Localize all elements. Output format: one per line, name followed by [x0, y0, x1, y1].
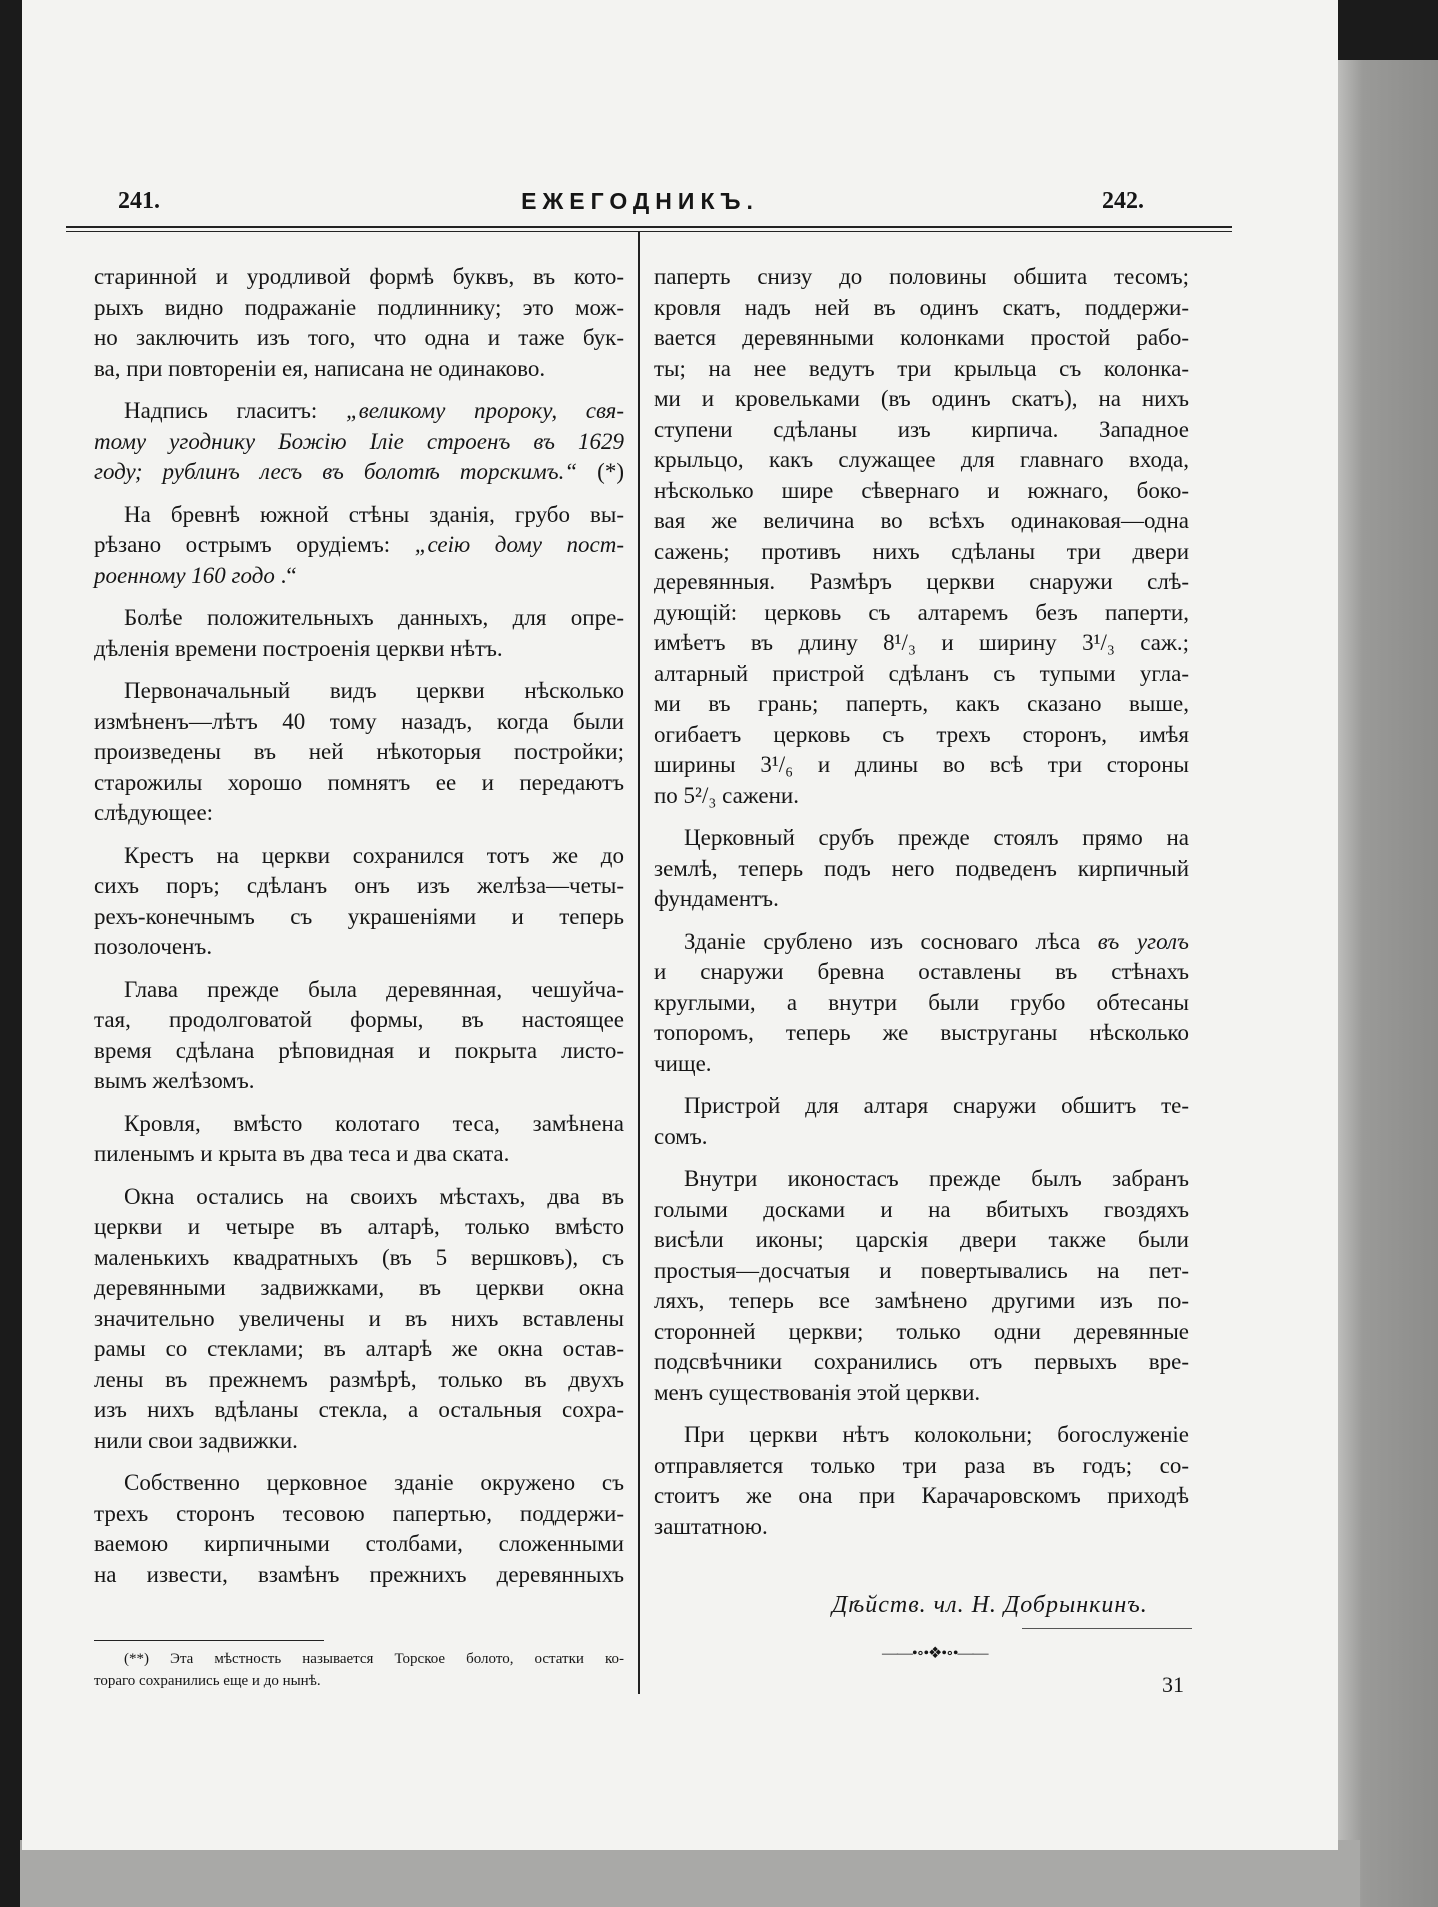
- text-line: [654, 628, 1189, 659]
- text-line: [94, 975, 624, 1006]
- text-line: [94, 1036, 624, 1067]
- text-line: [654, 1018, 1189, 1049]
- paragraph-gap: [94, 664, 624, 676]
- book-bottom-edge: [20, 1840, 1360, 1907]
- text-line: [94, 1365, 624, 1396]
- text-run: Первоначальный видъ церкви нѣсколько: [124, 678, 624, 703]
- italic-quote: тому угоднику Божію Іліе строенъ въ 1629: [94, 428, 624, 454]
- paragraph-gap: [654, 915, 1189, 927]
- italic-quote: въ уголъ: [1097, 928, 1189, 954]
- text-line: [94, 354, 624, 385]
- text-run: Собственно церковное зданіе окружено съ: [124, 1470, 624, 1495]
- text-line: [94, 1499, 624, 1530]
- scanned-page: [22, 0, 1338, 1850]
- paragraph: [94, 1468, 624, 1590]
- text-line: [94, 293, 624, 324]
- text-line: [94, 1334, 624, 1365]
- text-run: огибаетъ церковь съ трехъ сторонъ, имѣя: [654, 721, 1189, 747]
- text-line: [654, 1420, 1189, 1451]
- text-run: Церковный срубъ прежде стоялъ прямо на: [684, 825, 1189, 850]
- paragraph: [654, 262, 1189, 811]
- text-line: [654, 537, 1189, 568]
- text-line: [94, 737, 624, 768]
- text-run: При церкви нѣтъ колокольни; богослуженіе: [684, 1422, 1189, 1447]
- text-run: фундаментъ.: [654, 886, 779, 911]
- text-line: [94, 530, 624, 561]
- text-run: отправляется только три раза въ годъ; со-: [654, 1452, 1189, 1478]
- paragraph: [94, 975, 624, 1097]
- text-run: сторонней церкви; только одни деревянные: [654, 1318, 1189, 1344]
- text-run: дѣленія времени построенія церкви нѣтъ.: [94, 635, 503, 661]
- text-line: [94, 1560, 624, 1591]
- text-run: ва, при повтореніи ея, написана не одинаково.: [94, 355, 546, 381]
- text-line: [94, 1468, 624, 1499]
- text-line: [94, 841, 624, 872]
- signature-mark: 31: [1162, 1672, 1184, 1697]
- text-line: [654, 1164, 1189, 1195]
- paragraph-gap: [94, 488, 624, 500]
- text-run: ширины 3¹/₆ и длины во всѣ три стороны: [654, 752, 1189, 777]
- footnote-rule: [94, 1640, 324, 1641]
- text-line: [654, 567, 1189, 598]
- paragraph: [94, 1109, 624, 1170]
- text-line: [654, 1049, 1189, 1080]
- header-rule: [66, 226, 1232, 228]
- text-line: [654, 1481, 1189, 1512]
- text-run: измѣненъ—лѣтъ 40 тому назадъ, когда были: [94, 708, 624, 734]
- paragraph-gap: [94, 829, 624, 841]
- text-line: [654, 384, 1189, 415]
- text-run: но заключить изъ того, что одна и таже бук-: [94, 325, 624, 350]
- text-run: тая, продолговатой формы, въ настоящее: [94, 1007, 624, 1032]
- paragraph: [654, 823, 1189, 915]
- text-line: [94, 798, 624, 829]
- text-run: изъ нихъ вдѣланы стекла, а остальныя сохра-: [94, 1397, 624, 1422]
- text-run: ступени сдѣланы изъ кирпича. Западное: [654, 416, 1189, 442]
- text-line: [94, 427, 624, 458]
- paragraph: [94, 841, 624, 963]
- text-run: вается деревянными колонками простой рабо-: [654, 325, 1189, 350]
- text-run: рѣзано острымъ орудіемъ:: [94, 532, 415, 557]
- paragraph: [94, 500, 624, 592]
- text-line: [654, 988, 1189, 1019]
- text-line: [94, 1426, 624, 1457]
- italic-quote: роенному 160 годо: [94, 562, 275, 588]
- text-line: [94, 1395, 624, 1426]
- text-run: маленькихъ квадратныхъ (въ 5 вершковъ), съ: [94, 1244, 624, 1270]
- text-line: [654, 884, 1189, 915]
- text-line: [94, 262, 624, 293]
- text-line: [654, 293, 1189, 324]
- right-column: [654, 262, 1189, 1542]
- paragraph: [94, 603, 624, 664]
- text-line: [94, 603, 624, 634]
- author-signature: Дѣйств. чл. Н. Добрынкинъ.: [832, 1592, 1148, 1618]
- text-run: .“: [274, 562, 297, 588]
- text-run: Внутри иконостасъ прежде былъ забранъ: [684, 1166, 1189, 1191]
- text-line: [94, 323, 624, 354]
- text-line: [654, 354, 1189, 385]
- text-run: пиленымъ и крыта въ два теса и два ската.: [94, 1141, 510, 1166]
- page-number-right: 242.: [1102, 188, 1144, 214]
- text-run: по 5²/₃ сажени.: [654, 782, 799, 808]
- text-line: [654, 927, 1189, 958]
- paragraph-gap: [654, 1152, 1189, 1164]
- signature-rule: [1022, 1628, 1192, 1629]
- text-run: Болѣе положительныхъ данныхъ, для опре-: [124, 605, 624, 630]
- text-line: [654, 1256, 1189, 1287]
- text-line: [654, 323, 1189, 354]
- text-line: [654, 957, 1189, 988]
- text-line: [654, 659, 1189, 690]
- text-run: ты; на нее ведутъ три крыльца съ колонка-: [654, 355, 1189, 381]
- text-run: время сдѣлана рѣповидная и покрыта листо-: [94, 1037, 624, 1063]
- paragraph-gap: [654, 811, 1189, 823]
- text-line: [654, 1317, 1189, 1348]
- text-line: [654, 720, 1189, 751]
- paragraph-gap: [94, 384, 624, 396]
- text-run: значительно увеличены и въ нихъ вставлены: [94, 1305, 624, 1331]
- text-line: [94, 768, 624, 799]
- footnote-line: тораго сохранились еще и до нынѣ.: [94, 1673, 321, 1689]
- text-run: топоромъ, теперь же выструганы нѣсколько: [654, 1020, 1189, 1045]
- text-line: [654, 415, 1189, 446]
- text-run: землѣ, теперь подъ него подведенъ кирпичный: [654, 855, 1189, 881]
- text-run: Зданіе срублено изъ сосноваго лѣса: [684, 928, 1098, 954]
- paragraph-gap: [94, 591, 624, 603]
- text-line: [94, 1005, 624, 1036]
- text-run: (*): [577, 459, 624, 484]
- text-line: [654, 750, 1189, 781]
- text-line: [654, 1122, 1189, 1153]
- italic-quote: году; рублинъ лесъ въ болотѣ торскимъ.“: [94, 459, 578, 484]
- text-line: [654, 1347, 1189, 1378]
- text-run: стоитъ же она при Карачаровскомъ приходѣ: [654, 1483, 1189, 1508]
- text-run: круглыми, а внутри были грубо обтесаны: [654, 989, 1189, 1015]
- text-run: Глава прежде была деревянная, чешуйча-: [124, 976, 624, 1002]
- text-run: сажень; противъ нихъ сдѣланы три двери: [654, 538, 1189, 564]
- text-line: [94, 1066, 624, 1097]
- text-run: и снаружи бревна оставлены въ стѣнахъ: [654, 959, 1189, 984]
- text-run: позолоченъ.: [94, 934, 213, 959]
- text-run: висѣли иконы; царскія двери также были: [654, 1227, 1189, 1252]
- text-run: трехъ сторонъ тесовою папертью, поддержи-: [94, 1500, 624, 1526]
- ornament-divider-icon: ——•∘•❖•∘•——: [882, 1645, 988, 1662]
- text-run: нѣсколько шире сѣвернаго и южнаго, боко-: [654, 477, 1189, 503]
- text-line: [94, 676, 624, 707]
- text-line: [94, 1139, 624, 1170]
- text-run: Пристрой для алтаря снаружи обшитъ те-: [684, 1093, 1189, 1118]
- text-line: [654, 506, 1189, 537]
- text-run: голыми досками и на вбитыхъ гвоздяхъ: [654, 1196, 1189, 1222]
- page-number-left: 241.: [118, 188, 160, 214]
- text-run: церкви и четыре въ алтарѣ, только вмѣсто: [94, 1214, 624, 1239]
- paragraph: [94, 676, 624, 829]
- text-line: [94, 902, 624, 933]
- italic-quote: „сеію дому пост-: [414, 532, 624, 557]
- text-line: [654, 689, 1189, 720]
- text-run: старинной и уродливой формѣ буквъ, въ кото-: [94, 264, 624, 289]
- text-line: [94, 396, 624, 427]
- text-run: простыя—досчатыя и повертывались на пет-: [654, 1257, 1189, 1283]
- footnote: [94, 1648, 624, 1692]
- text-run: вымъ желѣзомъ.: [94, 1068, 255, 1093]
- text-line: [94, 1304, 624, 1335]
- running-header: [22, 188, 1338, 224]
- text-run: рехъ-конечнымъ съ украшеніями и теперь: [94, 903, 624, 929]
- text-line: [654, 854, 1189, 885]
- text-run: подсвѣчники сохранились отъ первыхъ вре-: [654, 1349, 1189, 1374]
- text-line: [654, 445, 1189, 476]
- text-run: имѣетъ въ длину 8¹/₃ и ширину 3¹/₃ саж.;: [654, 630, 1189, 655]
- text-line: [654, 476, 1189, 507]
- text-line: [654, 262, 1189, 293]
- text-run: чище.: [654, 1050, 712, 1076]
- footnote-line: (**) Эта мѣстность называется Торское болото, остатки ко-: [124, 1651, 624, 1667]
- text-run: Кровля, вмѣсто колотаго теса, замѣнена: [124, 1110, 624, 1136]
- text-run: деревянными задвижками, въ церкви окна: [94, 1275, 624, 1300]
- running-title-text: ЕЖЕГОДНИКЪ.: [521, 188, 759, 214]
- paragraph: [654, 1091, 1189, 1152]
- text-run: вая же величина во всѣхъ одинаковая—одна: [654, 508, 1189, 533]
- text-run: на извести, взамѣнъ прежнихъ деревянныхъ: [94, 1561, 624, 1587]
- text-run: ми въ грань; паперть, какъ сказано выше,: [654, 691, 1189, 716]
- text-line: [654, 781, 1189, 812]
- paragraph: [654, 1164, 1189, 1408]
- text-line: [94, 707, 624, 738]
- text-line: [654, 1195, 1189, 1226]
- text-run: ваемою кирпичными столбами, сложенными: [94, 1531, 624, 1556]
- text-line: [94, 500, 624, 531]
- paragraph-gap: [94, 963, 624, 975]
- text-line: [654, 823, 1189, 854]
- text-run: паперть снизу до половины обшита тесомъ;: [654, 264, 1189, 289]
- text-run: заштатною.: [654, 1513, 768, 1539]
- text-run: старожилы хорошо помнятъ ее и передаютъ: [94, 769, 624, 795]
- paragraph: [654, 1420, 1189, 1542]
- text-run: Крестъ на церкви сохранился тотъ же до: [124, 842, 624, 868]
- left-column: [94, 262, 624, 1590]
- text-line: [94, 561, 624, 592]
- text-run: слѣдующее:: [94, 800, 214, 825]
- text-run: произведены въ ней нѣкоторыя постройки;: [94, 739, 624, 764]
- paragraph-gap: [94, 1097, 624, 1109]
- text-run: сомъ.: [654, 1123, 708, 1149]
- text-line: [654, 1451, 1189, 1482]
- text-line: [94, 1109, 624, 1140]
- header-rule-thin: [66, 231, 1232, 232]
- text-run: рыхъ видно подражаніе подлиннику; это мож-: [94, 294, 624, 320]
- text-line: [654, 1225, 1189, 1256]
- text-run: ляхъ, теперь все замѣнено другими изъ по-: [654, 1288, 1189, 1313]
- paragraph-gap: [94, 1170, 624, 1182]
- text-run: Надпись гласитъ:: [124, 398, 346, 423]
- paragraph-gap: [654, 1408, 1189, 1420]
- text-run: деревянныя. Размѣръ церкви снаружи слѣ-: [654, 569, 1189, 594]
- column-divider: [638, 232, 640, 1694]
- text-line: [94, 634, 624, 665]
- text-run: ми и кровельками (въ одинъ скатъ), на нихъ: [654, 386, 1189, 411]
- paragraph-gap: [654, 1079, 1189, 1091]
- text-run: крыльцо, какъ служащее для главнаго входа,: [654, 447, 1189, 472]
- text-line: [94, 1212, 624, 1243]
- text-run: На бревнѣ южной стѣны зданія, грубо вы-: [124, 501, 624, 527]
- text-run: менъ существованія этой церкви.: [654, 1379, 981, 1405]
- text-run: нили свои задвижки.: [94, 1427, 298, 1453]
- text-run: Окна остались на своихъ мѣстахъ, два въ: [124, 1183, 624, 1209]
- italic-quote: „великому пророку, свя-: [346, 398, 624, 423]
- text-run: лены въ прежнемъ размѣрѣ, только въ двухъ: [94, 1366, 624, 1392]
- paragraph: [94, 396, 624, 488]
- text-line: [94, 1182, 624, 1213]
- text-run: алтарный пристрой сдѣланъ съ тупыми угла-: [654, 660, 1189, 686]
- paragraph: [94, 262, 624, 384]
- paragraph: [654, 927, 1189, 1080]
- text-run: кровля надъ ней въ одинъ скатъ, поддержи-: [654, 294, 1189, 320]
- text-run: сихъ поръ; сдѣланъ онъ изъ желѣза—четы-: [94, 873, 624, 898]
- text-line: [654, 598, 1189, 629]
- text-line: [94, 932, 624, 963]
- text-run: рамы со стеклами; въ алтарѣ же окна остав-: [94, 1336, 624, 1361]
- text-line: [654, 1286, 1189, 1317]
- text-line: [654, 1378, 1189, 1409]
- text-run: дующій: церковь съ алтаремъ безъ паперти,: [654, 599, 1189, 625]
- text-line: [94, 1529, 624, 1560]
- text-line: [94, 1243, 624, 1274]
- text-line: [94, 1273, 624, 1304]
- text-line: [94, 457, 624, 488]
- paragraph: [94, 1182, 624, 1457]
- paragraph-gap: [94, 1456, 624, 1468]
- text-line: [94, 871, 624, 902]
- text-line: [654, 1512, 1189, 1543]
- text-line: [654, 1091, 1189, 1122]
